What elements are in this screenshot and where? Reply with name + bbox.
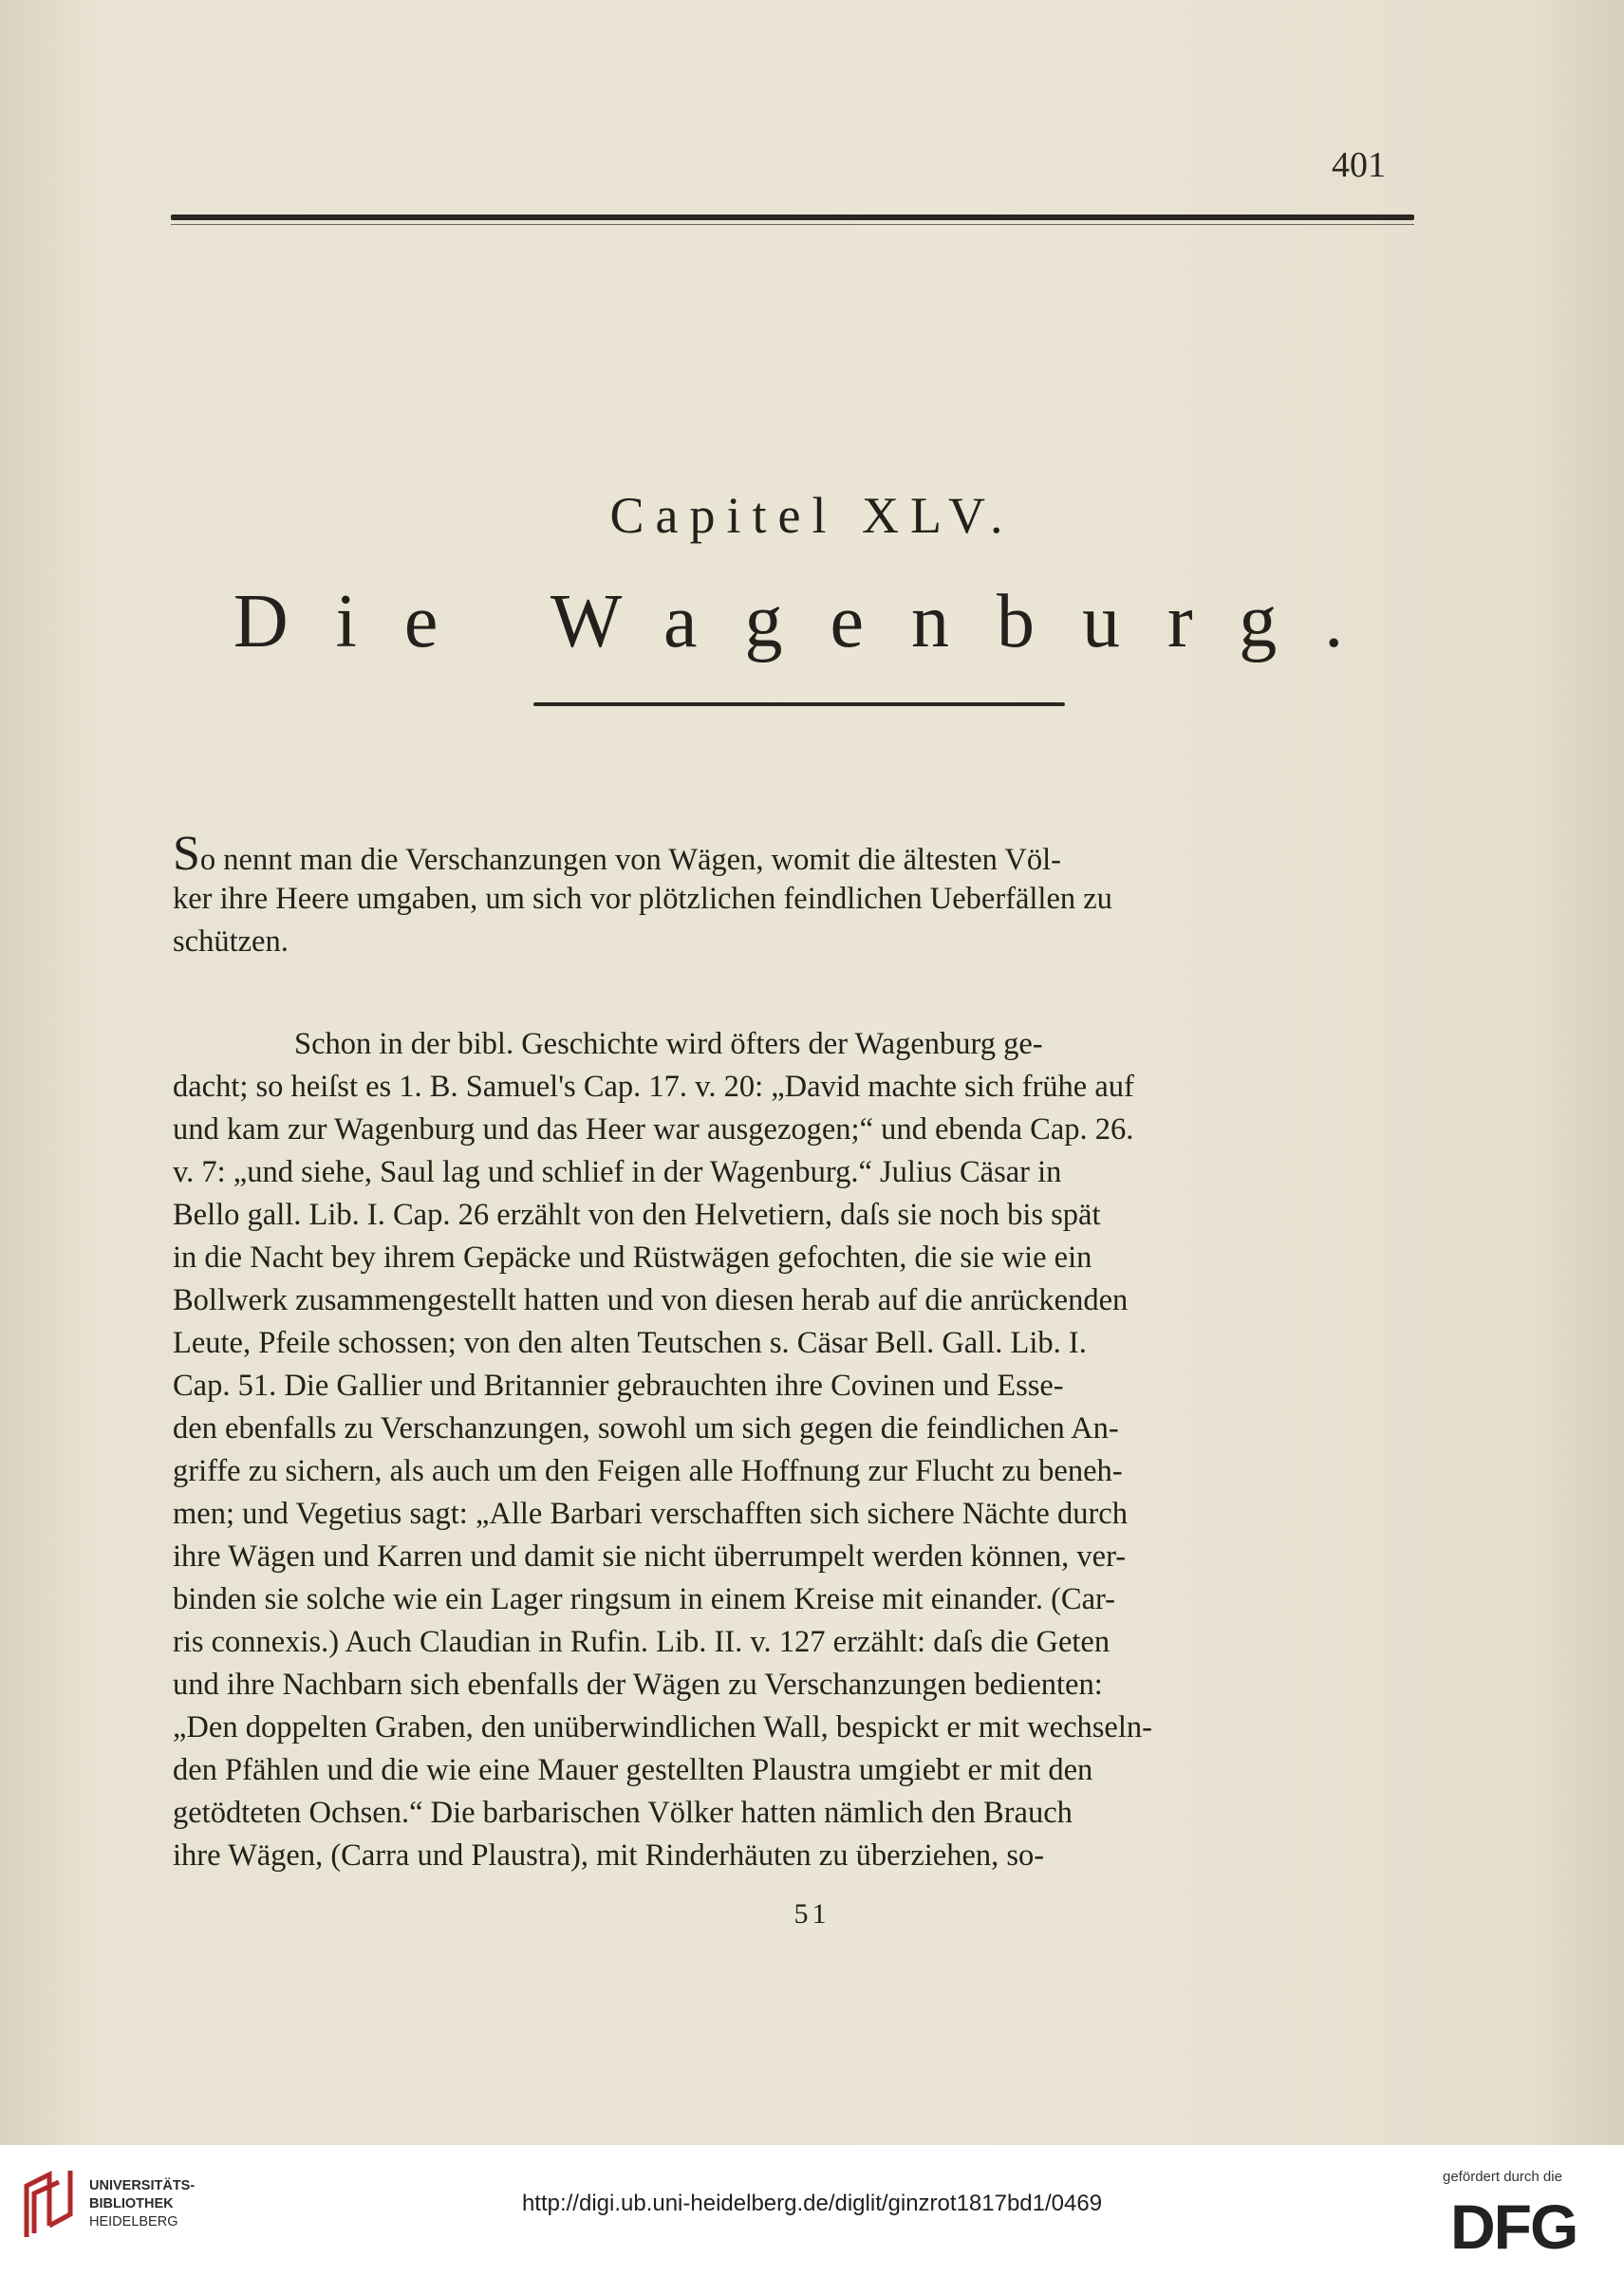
- source-url-link[interactable]: http://digi.ub.uni-heidelberg.de/diglit/ginzrot1817bd1/0469: [521, 2191, 1103, 2216]
- text-line: v. 7: „und siehe, Saul lag und schlief in der Wagenburg.“ Julius Cäsar in: [173, 1155, 1062, 1189]
- paragraph-2: [173, 1023, 1412, 1877]
- text-line: und ihre Nachbarn sich ebenfalls der Wägen zu Verschanzungen bedienten:: [173, 1668, 1103, 1702]
- ub-heidelberg-wordmark: UNIVERSITÄTS- BIBLIOTHEK HEIDELBERG: [89, 2178, 196, 2229]
- text-line: Schon in der bibl. Geschichte wird öfters der Wagenburg ge-: [294, 1027, 1043, 1061]
- page-number: 401: [1332, 145, 1386, 185]
- text-line: „Den doppelten Graben, den unüberwindlichen Wall, bespickt er mit wechseln-: [173, 1710, 1152, 1744]
- text-line: binden sie solche wie ein Lager ringsum in einem Kreise mit einander. (Car-: [173, 1582, 1115, 1616]
- text-line: Bollwerk zusammengestellt hatten und von diesen herab auf die anrückenden: [173, 1283, 1129, 1317]
- text-line: ker ihre Heere umgaben, um sich vor plötzlichen feindlichen Ueberfällen zu: [173, 882, 1112, 916]
- text-line: ris connexis.) Auch Claudian in Rufin. Lib. II. v. 127 erzählt: daſs die Geten: [173, 1625, 1111, 1659]
- text-line: schützen.: [173, 924, 289, 959]
- text-line: den ebenfalls zu Verschanzungen, sowohl um sich gegen die feindlichen An-: [173, 1411, 1119, 1446]
- chapter-rule: [533, 702, 1065, 706]
- text-line: Leute, Pfeile schossen; von den alten Teutschen s. Cäsar Bell. Gall. Lib. I.: [173, 1326, 1087, 1360]
- text-line: griffe zu sichern, als auch um den Feigen alle Hoffnung zur Flucht zu beneh-: [173, 1454, 1123, 1488]
- paragraph-1: [173, 827, 1412, 963]
- text-line: und kam zur Wagenburg und das Heer war ausgezogen;“ und ebenda Cap. 26.: [173, 1112, 1134, 1147]
- chapter-title: Die Wagenburg.: [233, 580, 1391, 663]
- text-line: So nennt man die Verschanzungen von Wägen, womit die ältesten Völ-: [173, 827, 1061, 881]
- text-line: dacht; so heiſst es 1. B. Samuel's Cap. 17. v. 20: „David machte sich frühe auf: [173, 1070, 1134, 1104]
- text-line: den Pfählen und die wie eine Mauer gestellten Plaustra umgiebt er mit den: [173, 1753, 1093, 1787]
- header-rule-thin: [171, 224, 1414, 225]
- text-line: in die Nacht bey ihrem Gepäcke und Rüstwägen gefochten, die sie wie ein: [173, 1241, 1092, 1275]
- text-line: ihre Wägen, (Carra und Plaustra), mit Rinderhäuten zu überziehen, so-: [173, 1838, 1045, 1873]
- text-line: Bello gall. Lib. I. Cap. 26 erzählt von den Helvetiern, daſs sie noch bis spät: [173, 1198, 1101, 1232]
- text-line: Cap. 51. Die Gallier und Britannier gebrauchten ihre Covinen und Esse-: [173, 1369, 1064, 1403]
- text-line: men; und Vegetius sagt: „Alle Barbari verschafften sich sichere Nächte durch: [173, 1497, 1128, 1531]
- funded-by-label: gefördert durch die: [1443, 2169, 1562, 2185]
- dfg-logo: DFG: [1450, 2192, 1577, 2262]
- header-rule: [171, 215, 1414, 220]
- chapter-label: Capitel XLV.: [609, 487, 1015, 544]
- text-line: getödteten Ochsen.“ Die barbarischen Völker hatten nämlich den Brauch: [173, 1796, 1073, 1830]
- drop-cap: S: [173, 827, 200, 881]
- text-line: ihre Wägen und Karren und damit sie nicht überrumpelt werden können, ver-: [173, 1539, 1127, 1574]
- printer-signature: 51: [793, 1898, 831, 1930]
- show-through-text: [171, 242, 1424, 278]
